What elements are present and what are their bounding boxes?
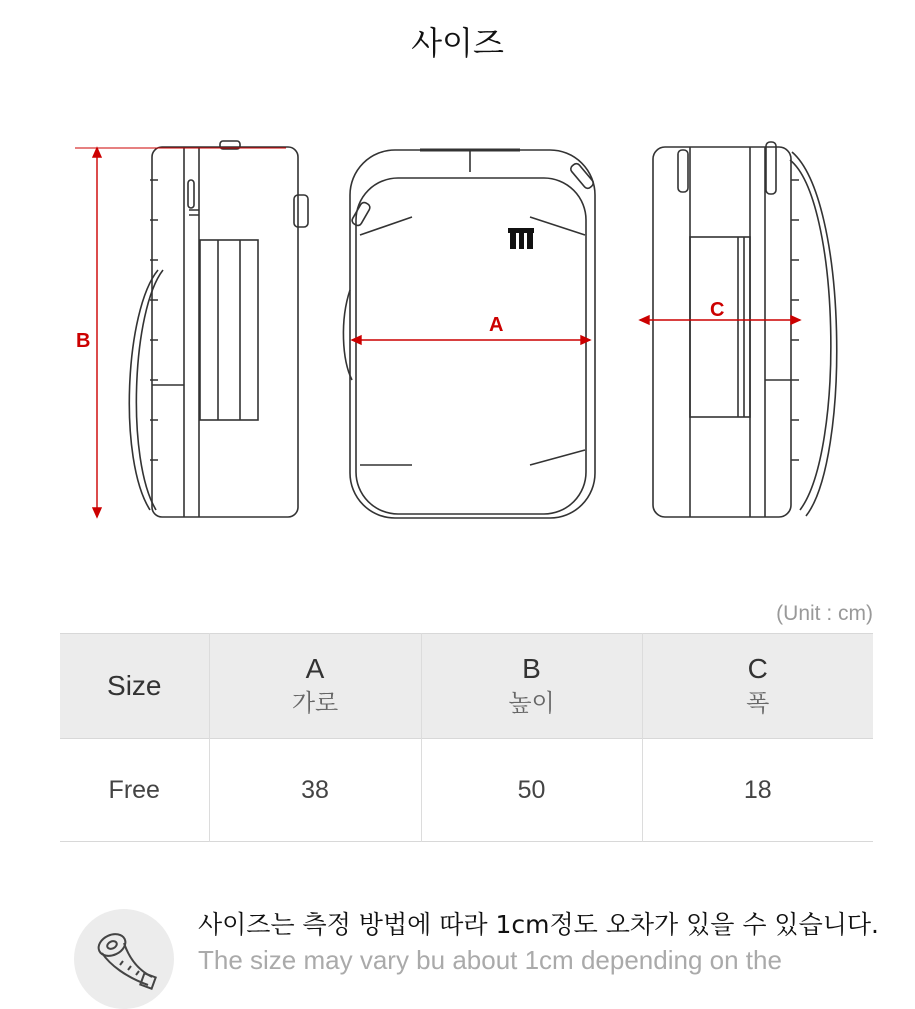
header-c (642, 634, 873, 739)
header-c-korean: 폭 (746, 689, 770, 717)
header-b (421, 634, 642, 739)
cell-b: 50 (421, 739, 642, 842)
dimension-b-label: B (76, 330, 91, 352)
cell-size: Free (60, 739, 209, 842)
backpack-front-view (343, 150, 595, 518)
unit-note: (Unit : cm) (776, 602, 873, 625)
cell-a: 38 (209, 739, 421, 842)
header-a-korean: 가로 (291, 689, 339, 717)
header-a (209, 634, 421, 739)
table-row (60, 739, 873, 842)
size-table (60, 633, 873, 842)
header-b-korean: 높이 (508, 689, 555, 717)
page-title: 사이즈 (411, 24, 504, 62)
disclaimer-english: The size may vary bu about 1cm depending on the (198, 945, 782, 975)
disclaimer-korean: 사이즈는 측정 방법에 따라 1cm정도 오차가 있을 수 있습니다. (198, 910, 879, 939)
dimension-a-label: A (489, 314, 504, 336)
tape-measure-icon (90, 925, 158, 993)
header-c-letter: C (747, 653, 768, 684)
header-b-letter: B (522, 653, 541, 684)
backpack-side-view-left (129, 141, 308, 517)
brand-logo-icon (508, 228, 534, 249)
cell-c: 18 (743, 775, 772, 804)
tape-measure-badge (74, 909, 174, 1009)
table-header-row (60, 634, 873, 739)
header-a-letter: A (305, 653, 325, 684)
backpack-size-diagram (0, 120, 915, 540)
header-size: Size (60, 634, 209, 739)
dimension-c-label: C (710, 299, 725, 321)
size-disclaimer (74, 905, 879, 992)
backpack-side-view-right (653, 142, 837, 517)
